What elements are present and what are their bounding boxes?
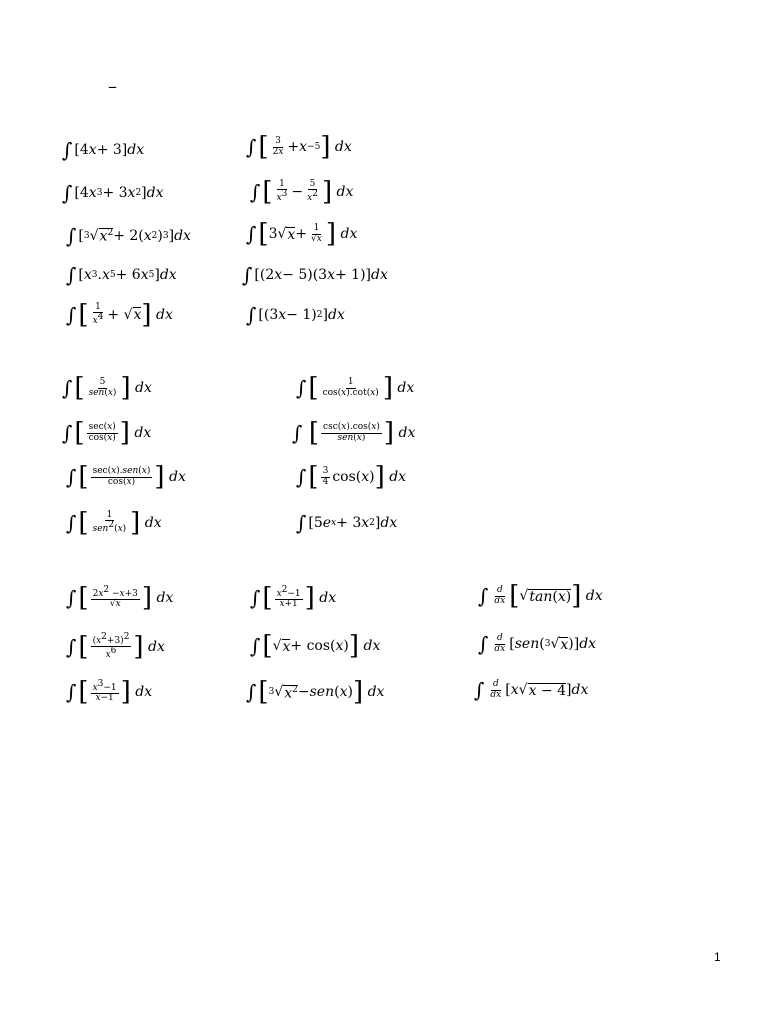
exercise-4: ∫ [ $\frac{1}{x^3}$ − $\frac{5}{x^2}$ ] dx: [250, 176, 354, 207]
page-number: 1: [714, 950, 721, 964]
exercise-18: ∫ [5 e x + 3 x 2 ] dx: [296, 511, 398, 535]
exercise-19: ∫ [ $\frac{2x^2 -x+3}{√x}$ ] dx: [66, 582, 174, 613]
exercise-14: ∫ [ $\frac{\csc(x).\cos(x)}{\text{sen(x)}}$ ] dx: [292, 418, 416, 448]
exercise-20: ∫ [ $\frac{x^2-1}{x+1}$ ] dx: [250, 582, 337, 613]
exercise-16: ∫ [ $\frac{3}{4}$ cos( x ) ] dx: [296, 462, 407, 492]
exercise-17: ∫ [ $\frac{1}{sen^2(x)}$ ] dx: [66, 507, 162, 538]
header-dash: –: [108, 76, 117, 97]
exercise-27: ∫ $\frac{d}{dx}$ [ x √ x − 4 ] dx: [474, 678, 589, 702]
exercise-12: ∫ [ $\frac{1}{\cos(x).\cot(x)}$ ] dx: [296, 373, 415, 403]
exercise-26: ∫ [ 3 √ $x^2$ − sen ( x ) ] dx: [246, 677, 385, 707]
exercise-11: ∫ [ $\frac{5}{\text{sen(x)}}$ ] dx: [62, 373, 152, 403]
exercise-7: ∫ [ x 3 . x 5 + 6 x 5 ] dx: [66, 263, 177, 287]
exercise-1: ∫ [4 x + 3] dx: [62, 138, 145, 162]
exercise-23: ∫ [ √ x + cos( x ) ] dx: [250, 631, 381, 661]
exercise-13: ∫ [ $\frac{\sec(x)}{\cos(x)}$ ] dx: [62, 418, 152, 448]
exercise-3: ∫ [4 x 3 + 3 x 2 ] dx: [62, 181, 164, 205]
exercise-8: ∫ [(2 x − 5)(3 x + 1)] dx: [242, 263, 388, 287]
exercise-9: ∫ [ $\frac{1}{x^4}$ + √ x ] dx: [66, 299, 173, 330]
exercise-21: ∫ $\frac{d}{dx}$ [ √ tan(x) ] dx: [478, 581, 603, 611]
exercise-10: ∫ [(3 x − 1) 2 ] dx: [246, 303, 345, 327]
exercise-25: ∫ [ $\frac{x^3-1}{x-1}$ ] dx: [66, 676, 153, 707]
exercise-24: ∫ $\frac{d}{dx}$ [ sen ( 3 √ x )] dx: [478, 632, 597, 656]
exercise-15: ∫ [ $\frac{\text{sec(x).sen(x)}}{\cos(x)}$ ] dx: [66, 462, 186, 492]
exercise-2: ∫ [ $\frac{3}{2x}$ + x −5 ] dx: [246, 132, 352, 162]
exercise-5: ∫ [ 3 √ $x^2$ + 2( x 2 ) 3 ] dx: [66, 224, 191, 248]
exercise-22: ∫ [ $\frac{(x^2+3)^2}{x^6}$ ] dx: [66, 631, 165, 662]
exercise-6: ∫ [ 3√ x + $\frac{1}{√x}$ ] dx: [246, 219, 358, 249]
